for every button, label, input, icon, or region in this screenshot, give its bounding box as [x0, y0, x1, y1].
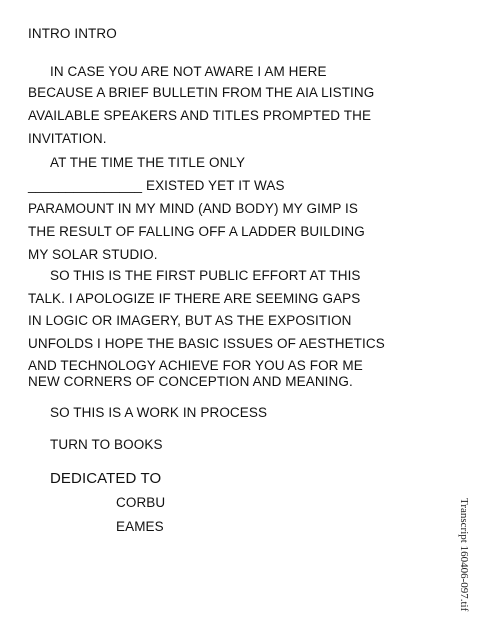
paragraph-line: _______________ EXISTED YET IT WAS: [28, 178, 285, 193]
paragraph-line: AVAILABLE SPEAKERS AND TITLES PROMPTED THE: [28, 108, 372, 123]
paragraph-line: SO THIS IS THE FIRST PUBLIC EFFORT AT THIS: [50, 268, 361, 283]
paragraph-line: PARAMOUNT IN MY MIND (AND BODY) MY GIMP IS: [28, 201, 358, 216]
turn-to-books-line: TURN TO BOOKS: [50, 437, 163, 452]
paragraph-line: AND TECHNOLOGY ACHIEVE FOR YOU AS FOR ME: [28, 358, 363, 373]
document-title: INTRO INTRO: [28, 26, 117, 41]
paragraph-line: THE RESULT OF FALLING OFF A LADDER BUILDING: [28, 224, 365, 239]
paragraph-line: INVITATION.: [28, 131, 107, 146]
work-in-process-line: SO THIS IS A WORK IN PROCESS: [50, 405, 268, 420]
paragraph-line: MY SOLAR STUDIO.: [28, 247, 158, 262]
dedicatee: CORBU: [116, 495, 166, 510]
paragraph-line: IN CASE YOU ARE NOT AWARE I AM HERE: [50, 64, 327, 79]
dedicatee: EAMES: [116, 519, 164, 534]
transcript-id-label: Transcript 160406-097.tif: [458, 498, 470, 612]
paragraph-line: NEW CORNERS OF CONCEPTION AND MEANING.: [28, 374, 353, 389]
paragraph-line: TALK. I APOLOGIZE IF THERE ARE SEEMING GAPS: [28, 291, 361, 306]
paragraph-line: BECAUSE A BRIEF BULLETIN FROM THE AIA LISTING: [28, 85, 375, 100]
paragraph-line: UNFOLDS I HOPE THE BASIC ISSUES OF AESTHETICS: [28, 336, 385, 351]
paragraph-line: AT THE TIME THE TITLE ONLY: [50, 155, 246, 170]
paragraph-line: IN LOGIC OR IMAGERY, BUT AS THE EXPOSITION: [28, 313, 352, 328]
dedication-heading: DEDICATED TO: [50, 470, 162, 487]
